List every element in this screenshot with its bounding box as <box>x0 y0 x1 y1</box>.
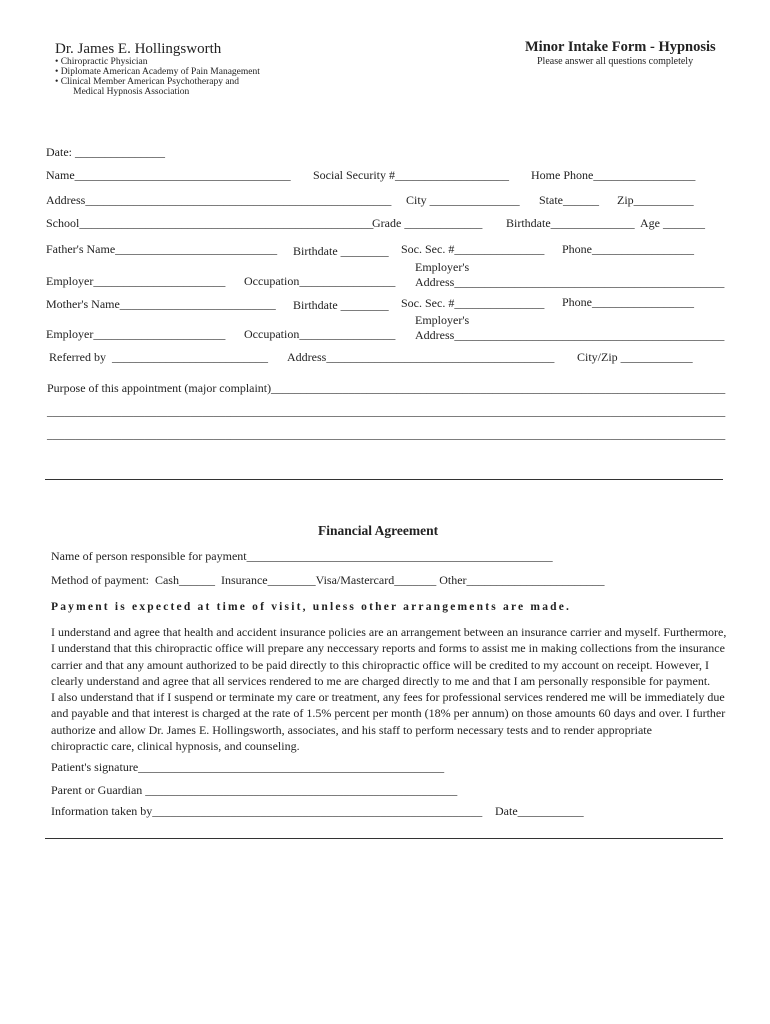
ssn-field[interactable]: Social Security #___________________ <box>313 168 509 182</box>
agreement-line: authorize and allow Dr. James E. Hollingsworth, associates, and his staff to perform necessary tests and to render appropriate <box>51 722 652 737</box>
form-title: Minor Intake Form - Hypnosis <box>525 39 716 55</box>
section-divider <box>45 838 723 839</box>
responsible-person-field[interactable]: Name of person responsible for payment___________________________________________________ <box>51 549 553 563</box>
parent-guardian-field[interactable]: Parent or Guardian ____________________________________________________ <box>51 783 458 797</box>
father-name-field[interactable]: Father's Name___________________________ <box>46 242 278 256</box>
mother-soc-sec-field[interactable]: Soc. Sec. #_______________ <box>401 296 545 310</box>
father-phone-field[interactable]: Phone_________________ <box>562 242 694 256</box>
purpose-line[interactable]: ______________________________________________________________________________________________________________________ <box>47 404 726 418</box>
agreement-line: chiropractic care, clinical hypnosis, and counseling. <box>51 739 300 754</box>
agreement-line: I understand and agree that health and accident insurance policies are an arrangement between an insurance carrier and myself. Furthermore, <box>51 625 727 639</box>
father-employer-address-field[interactable]: Address_____________________________________________ <box>415 275 725 289</box>
mother-occupation-field[interactable]: Occupation________________ <box>244 327 396 341</box>
date-field[interactable]: Date: _______________ <box>46 145 165 159</box>
city-field[interactable]: City _______________ <box>406 193 520 207</box>
father-occupation-field[interactable]: Occupation________________ <box>244 274 396 288</box>
agreement-line: I also understand that if I suspend or terminate my care or treatment, any fees for professional services rendered me will be immediately due <box>51 690 725 705</box>
father-employer-field[interactable]: Employer______________________ <box>46 274 226 288</box>
father-employers-label: Employer's <box>415 260 470 274</box>
agreement-line: carrier and that any amount authorized to be paid directly to this chiropractic office will be credited to my account on receipt. However, I <box>51 657 710 672</box>
name-field[interactable]: Name____________________________________ <box>46 168 291 182</box>
referral-city-zip-field[interactable]: City/Zip ____________ <box>577 350 693 364</box>
birthdate-field[interactable]: Birthdate______________ <box>506 216 635 230</box>
patient-signature-field[interactable]: Patient's signature___________________________________________________ <box>51 760 445 774</box>
information-taken-by-field[interactable]: Information taken by_______________________________________________________ <box>51 804 483 818</box>
grade-field[interactable]: Grade _____________ <box>372 216 483 230</box>
payment-notice: Payment is expected at time of visit, unless other arrangements are made. <box>51 601 572 613</box>
financial-title: Financial Agreement <box>318 523 439 538</box>
doctor-name: Dr. James E. Hollingsworth <box>55 41 222 57</box>
address-field[interactable]: Address___________________________________________________ <box>46 193 392 207</box>
purpose-field[interactable]: Purpose of this appointment (major complaint)____________________________________________________________________________ <box>47 381 726 395</box>
mother-employers-label: Employer's <box>415 313 470 327</box>
section-divider <box>45 479 723 480</box>
state-field[interactable]: State______ <box>539 193 599 207</box>
agreement-line: and payable and that interest is charged at the rate of 1.5% percent per month (18% per annum) on those amounts 60 days and over. I further <box>51 706 726 721</box>
mother-phone-field[interactable]: Phone_________________ <box>562 295 694 309</box>
form-instruction: Please answer all questions completely <box>537 56 694 67</box>
father-birthdate-field[interactable]: Birthdate ________ <box>293 244 389 258</box>
home-phone-field[interactable]: Home Phone_________________ <box>531 168 696 182</box>
mother-birthdate-field[interactable]: Birthdate ________ <box>293 298 389 312</box>
school-field[interactable]: School_________________________________________________ <box>46 216 374 230</box>
purpose-line[interactable]: ______________________________________________________________________________________________________________________ <box>47 427 726 441</box>
credential-line: • Chiropractic Physician <box>55 57 148 67</box>
mother-employer-address-field[interactable]: Address_____________________________________________ <box>415 328 725 342</box>
age-field[interactable]: Age _______ <box>640 216 705 230</box>
mother-name-field[interactable]: Mother's Name__________________________ <box>46 297 276 311</box>
agreement-line: clearly understand and agree that all services rendered to me are charged directly to me and that I am personally responsible for payment. <box>51 673 711 688</box>
referred-by-field[interactable]: Referred by __________________________ <box>49 350 268 364</box>
zip-field[interactable]: Zip__________ <box>617 193 694 207</box>
agreement-line: I understand that this chiropractic office will prepare any neccessary reports and forms to assist me in making collections from the insurance <box>51 641 725 656</box>
credential-line: • Clinical Member American Psychotherapy and <box>55 77 240 87</box>
agreement-paragraph <box>51 624 751 754</box>
credential-line: • Diplomate American Academy of Pain Management <box>55 67 260 77</box>
referral-address-field[interactable]: Address______________________________________ <box>287 350 555 364</box>
payment-method-field[interactable]: Method of payment: Cash______ Insurance________Visa/Mastercard_______ Other_______________________ <box>51 573 605 587</box>
father-soc-sec-field[interactable]: Soc. Sec. #_______________ <box>401 242 545 256</box>
signature-date-field[interactable]: Date___________ <box>495 804 584 818</box>
credential-line: Medical Hypnosis Association <box>66 87 190 97</box>
mother-employer-field[interactable]: Employer______________________ <box>46 327 226 341</box>
